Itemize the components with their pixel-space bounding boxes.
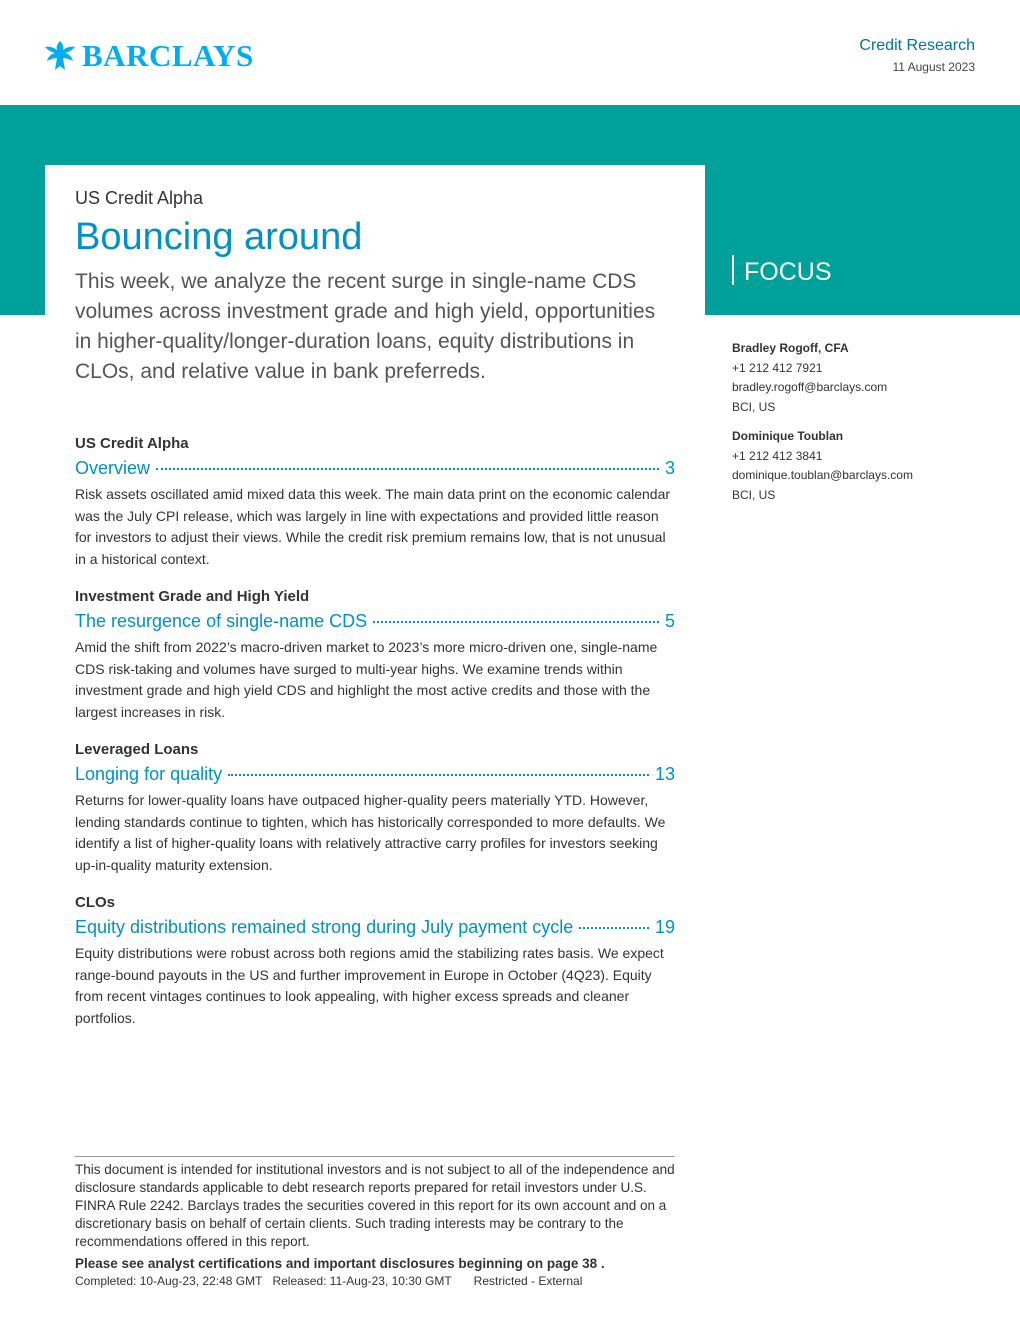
focus-divider: [732, 255, 734, 285]
section-clos: [75, 894, 675, 1029]
completed-timestamp: Completed: 10-Aug-23, 22:48 GMT: [75, 1274, 263, 1288]
author-email[interactable]: dominique.toublan@barclays.com: [732, 468, 913, 482]
report-date: 11 August 2023: [892, 60, 975, 74]
released-timestamp: Released: 11-Aug-23, 10:30 GMT: [272, 1274, 452, 1288]
report-type: Credit Research: [859, 37, 975, 54]
toc-link-label[interactable]: Longing for quality: [75, 764, 223, 784]
section-text: Risk assets oscillated amid mixed data this week. The main data print on the economic calendar was the July CPI release, which was largely in line with expectations and provided little reason for investors to adjust their views. While the credit risk premium remains low, that is not unusual in a historical context.: [75, 486, 671, 567]
author-email[interactable]: bradley.rogoff@barclays.com: [732, 380, 888, 394]
authors-panel: [732, 339, 992, 515]
logo-wordmark: BARCLAYS: [82, 38, 254, 73]
toc-leader: [228, 774, 649, 776]
toc-leader: [156, 468, 659, 470]
section-heading: Investment Grade and High Yield: [75, 588, 310, 605]
section-text: Equity distributions were robust across both regions amid the stabilizing rates basis. We expect range-bound payouts in the US and further improvement in Europe in October (4Q23). Equity from recent vintages continues to look appealing, with higher excess spreads and cleaner portfolios.: [75, 945, 664, 1026]
toc-link-overview[interactable]: [75, 458, 675, 479]
author-name: Dominique Toublan: [732, 429, 844, 443]
section-heading: US Credit Alpha: [75, 435, 189, 452]
author-phone: +1 212 412 3841: [732, 448, 823, 463]
toc-link-cds[interactable]: [75, 611, 675, 632]
author-entity: BCI, US: [732, 487, 776, 502]
author-card: [732, 427, 992, 505]
author-entity: BCI, US: [732, 399, 776, 414]
author-phone: +1 212 412 7921: [732, 360, 823, 375]
toc-link-label[interactable]: Overview: [75, 458, 151, 478]
page-title: Bouncing around: [75, 216, 363, 258]
section-text: Returns for lower-quality loans have outpaced higher-quality peers materially YTD. However, lending standards continue to tighten, which has historically corresponded to more defaults. We identify a list of higher-quality loans with relatively attractive carry profiles for investors seeking up-in-quality maturity extension.: [75, 792, 666, 873]
section-leveraged-loans: [75, 741, 675, 876]
toc-link-label[interactable]: Equity distributions remained strong during July payment cycle: [75, 917, 574, 937]
sections-list: [75, 435, 675, 1029]
toc-link-quality[interactable]: [75, 764, 675, 785]
toc-leader: [579, 927, 649, 929]
certifications-note: Please see analyst certifications and important disclosures beginning on page 38 .: [75, 1256, 605, 1271]
series-name: US Credit Alpha: [75, 188, 204, 208]
focus-tag: [732, 255, 832, 287]
eagle-icon: [44, 39, 76, 73]
focus-label: FOCUS: [744, 258, 832, 286]
restriction-label: Restricted - External: [473, 1274, 583, 1288]
toc-page-number[interactable]: 19: [654, 917, 675, 937]
toc-page-number[interactable]: 3: [664, 458, 675, 478]
section-ig-hy: [75, 588, 675, 723]
main-column: [75, 188, 675, 1029]
author-name: Bradley Rogoff, CFA: [732, 341, 849, 355]
summary: This week, we analyze the recent surge in single-name CDS volumes across investment grade and high yield, opportunities in higher-quality/longer-duration loans, equity distributions in CLOs, and relative value in bank preferreds.: [75, 270, 656, 383]
section-heading: Leveraged Loans: [75, 741, 199, 758]
footer: [75, 1156, 675, 1288]
toc-link-label[interactable]: The resurgence of single-name CDS: [75, 611, 368, 631]
section-text: Amid the shift from 2022’s macro-driven market to 2023’s more micro-driven one, single-name CDS risk-taking and volumes have surged to multi-year highs. We examine trends within investment grade and high yield CDS and highlight the most active credits and those with the largest increases in risk.: [75, 639, 658, 720]
report-header: [859, 37, 975, 74]
barclays-logo: [44, 38, 254, 74]
toc-page-number[interactable]: 13: [654, 764, 675, 784]
footer-meta: [75, 1274, 675, 1288]
section-us-credit-alpha: [75, 435, 675, 570]
disclaimer: This document is intended for institutional investors and is not subject to all of the independence and disclosure standards applicable to debt research reports prepared for retail investors under U.S. FINRA Rule 2242. Barclays trades the securities covered in this report for its own account and on a discretionary basis on behalf of certain clients. Such trading interests may be contrary to the recommendations offered in this report.: [75, 1162, 675, 1249]
toc-leader: [373, 621, 659, 623]
author-card: [732, 339, 992, 417]
section-heading: CLOs: [75, 894, 116, 911]
toc-page-number[interactable]: 5: [664, 611, 675, 631]
toc-link-equity[interactable]: [75, 917, 675, 938]
